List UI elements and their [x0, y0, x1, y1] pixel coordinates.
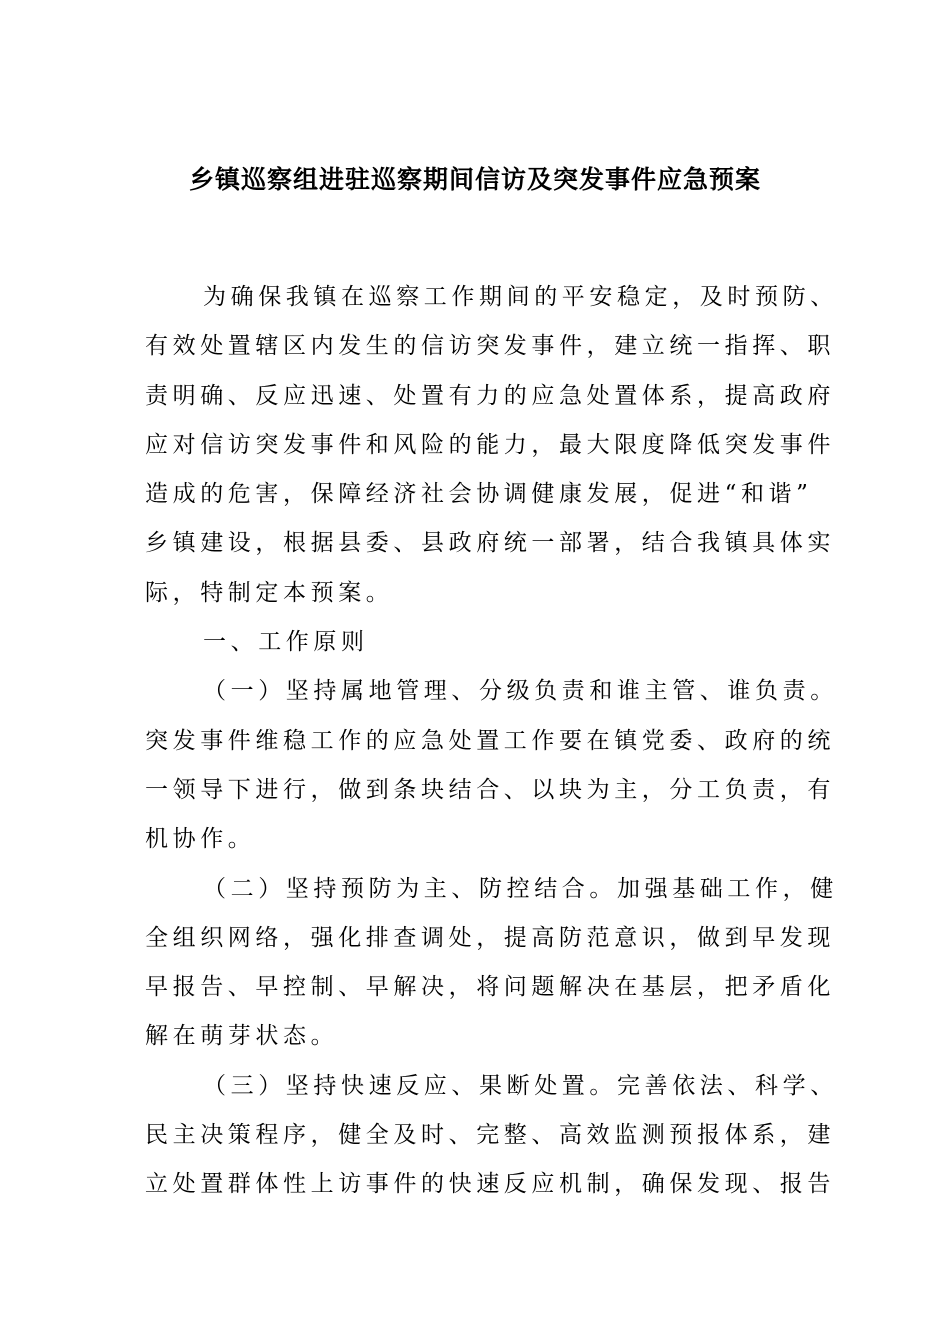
principle-2-line-4: 解在萌芽状态。: [145, 1023, 339, 1050]
paragraph-intro-line-6: 乡镇建设，根据县委、县政府统一部署，结合我镇具体实: [145, 530, 835, 557]
paragraph-intro-line-1: 为确保我镇在巡察工作期间的平安稳定，及时预防、: [203, 284, 838, 310]
principle-1-line-1: （一）坚持属地管理、分级负责和谁主管、谁负责。: [203, 678, 838, 705]
principle-3-line-1: （三）坚持快速反应、果断处置。完善依法、科学、: [203, 1072, 838, 1099]
principle-2-line-3: 早报告、早控制、早解决，将问题解决在基层，把矛盾化: [145, 974, 835, 1001]
paragraph-intro-line-2: 有效处置辖区内发生的信访突发事件，建立统一指挥、职: [145, 333, 835, 360]
principle-1-line-2: 突发事件维稳工作的应急处置工作要在镇党委、政府的统: [145, 727, 835, 754]
principle-3-line-2: 民主决策程序，健全及时、完整、高效监测预报体系，建: [145, 1122, 835, 1149]
paragraph-intro-line-7: 际，特制定本预案。: [145, 579, 394, 606]
principle-2-line-1: （二）坚持预防为主、防控结合。加强基础工作，健: [203, 875, 838, 902]
paragraph-intro-line-3: 责明确、反应迅速、处置有力的应急处置体系，提高政府: [145, 382, 835, 409]
document-title: 乡镇巡察组进驻巡察期间信访及突发事件应急预案: [188, 165, 761, 194]
document-body: [145, 273, 838, 1210]
paragraph-intro-line-4: 应对信访突发事件和风险的能力，最大限度降低突发事件: [145, 431, 835, 458]
principle-1-line-3: 一领导下进行，做到条块结合、以块为主，分工负责，有: [145, 776, 835, 803]
principle-2-line-2: 全组织网络，强化排查调处，提高防范意识，做到早发现: [145, 924, 835, 951]
principle-1-line-4: 机协作。: [145, 826, 256, 853]
section-heading-principles: 一、工作原则: [203, 629, 369, 656]
paragraph-intro-line-5: 造成的危害，保障经济社会协调健康发展，促进“和谐”: [145, 481, 813, 508]
principle-3-line-3: 立处置群体性上访事件的快速反应机制，确保发现、报告: [145, 1171, 835, 1198]
